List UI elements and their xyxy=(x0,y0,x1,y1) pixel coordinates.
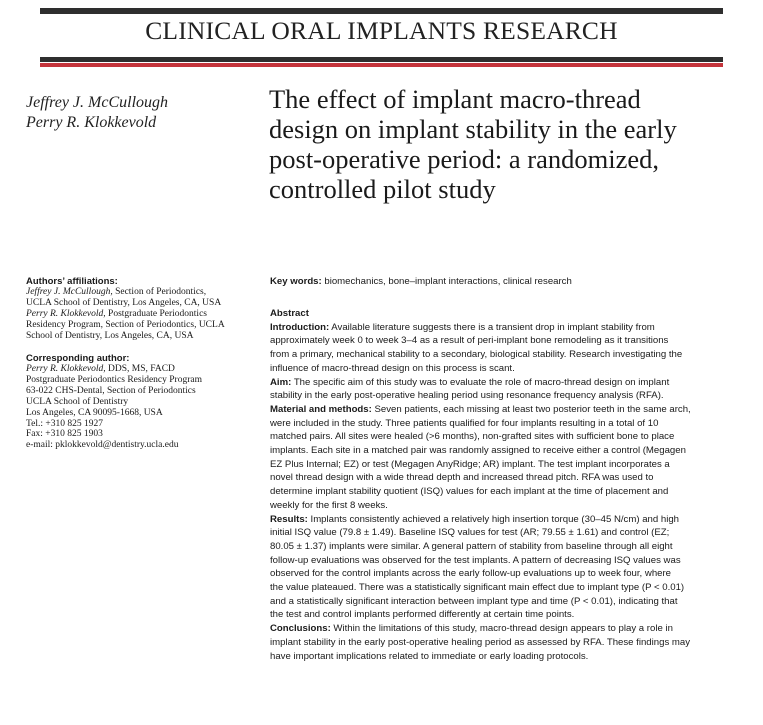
abstract-text: follow-up evaluations was observed for the test implants. A pattern of decreasing ISQ values was xyxy=(270,554,681,566)
corresponding-line: Postgraduate Periodontics Residency Program xyxy=(26,374,202,385)
author-name: Jeffrey J. McCullough xyxy=(26,94,169,111)
abstract-body xyxy=(270,321,760,664)
abstract-text: from a primary, mechanical stability to a secondary, biological stability. Research investigating the xyxy=(270,349,683,361)
abstract-line xyxy=(270,362,760,376)
abstract-text: implant stability in the early post-operative healing period as assessed by RFA. These findings may xyxy=(270,636,691,648)
abstract-section-label: Results: xyxy=(270,513,308,525)
keywords-label: Key words: xyxy=(270,276,322,287)
abstract-text: observed for the control implants across the early follow-up evaluations up to week four, where xyxy=(270,568,672,580)
abstract-text: implants. Each site in a matched pair was randomly assigned to receive either a control (Megagen xyxy=(270,445,686,457)
abstract-line xyxy=(270,485,760,499)
header-rule-bottom xyxy=(40,57,723,62)
header-accent-rule xyxy=(40,63,723,67)
abstract-line xyxy=(270,622,760,636)
abstract-text: novel thread design with a wide thread depth and increased thread pitch. RFA was used to xyxy=(270,472,654,484)
abstract-line xyxy=(270,650,760,664)
corresponding-author-block xyxy=(26,353,262,451)
article-title xyxy=(269,84,749,204)
abstract-text: 80.05 ± 1.37) implants were similar. A general pattern of stability from baseline through all eight xyxy=(270,540,673,552)
abstract-text: matched pairs. All sites were healed (>6 months), non-grafted sites with sufficient bone to place xyxy=(270,431,675,443)
abstract-text: Available literature suggests there is a transient drop in implant stability from xyxy=(329,321,655,333)
abstract-line xyxy=(270,554,760,568)
affiliations-block xyxy=(26,276,262,342)
abstract-text: Seven patients, each missing at least two posterior teeth in the same arch, xyxy=(371,403,691,415)
abstract-line xyxy=(270,348,760,362)
abstract-line xyxy=(270,526,760,540)
affiliations-heading: Authors’ affiliations: xyxy=(26,276,118,287)
abstract-text: influence of macro-thread design on this process is scant. xyxy=(270,362,515,374)
header-rule-top xyxy=(40,8,723,14)
journal-name: CLINICAL ORAL IMPLANTS RESEARCH xyxy=(145,16,618,45)
author-list xyxy=(26,93,168,133)
keywords xyxy=(270,276,572,287)
abstract-text: determine implant stability quotient (ISQ) values for each implant at the time of placement and xyxy=(270,486,669,498)
title-line: post-operative period: a randomized, xyxy=(269,144,659,174)
abstract-section-label: Aim: xyxy=(270,376,292,388)
abstract-text: and a statistically significant interaction between implant type and time (P < 0.01), indicating that xyxy=(270,595,678,607)
keywords-text: biomechanics, bone–implant interactions, clinical research xyxy=(321,276,572,287)
abstract-line xyxy=(270,567,760,581)
abstract-line xyxy=(270,471,760,485)
corresponding-line: Tel.: +310 825 1927 xyxy=(26,418,103,429)
abstract-line xyxy=(270,513,760,527)
corresponding-line: Fax: +310 825 1903 xyxy=(26,429,103,440)
abstract-line xyxy=(270,595,760,609)
corresponding-line: UCLA School of Dentistry xyxy=(26,396,129,407)
abstract-text: EZ Plus Internal; EZ) or test (Megagen AnyRidge; AR) implant. The test implant incorporates a xyxy=(270,458,670,470)
abstract-line xyxy=(270,581,760,595)
abstract-line xyxy=(270,403,760,417)
corresponding-heading: Corresponding author: xyxy=(26,353,130,364)
abstract-line xyxy=(270,458,760,472)
abstract xyxy=(270,307,760,663)
abstract-line xyxy=(270,636,760,650)
abstract-text: Implants consistently achieved a relatively high insertion torque (30–45 N/cm) and high xyxy=(307,513,680,525)
abstract-line xyxy=(270,389,760,403)
affiliation-line: Residency Program, Section of Periodontics, UCLA xyxy=(26,319,225,330)
corresponding-line: Perry R. Klokkevold, DDS, MS, FACD xyxy=(26,364,175,374)
abstract-text: have important implications related to immediate or early loading protocols. xyxy=(270,650,589,662)
abstract-text: The specific aim of this study was to evaluate the role of macro-thread design on implant xyxy=(291,376,670,388)
affiliation-line: Perry R. Klokkevold, Postgraduate Periodontics xyxy=(26,308,207,319)
title-line: The effect of implant macro-thread xyxy=(269,84,641,114)
abstract-section-label: Introduction: xyxy=(270,321,330,333)
abstract-text: stability in the early post-operative healing period using resonance frequency analysis (RFA). xyxy=(270,390,664,402)
abstract-section-label: Material and methods: xyxy=(270,403,372,415)
title-line: controlled pilot study xyxy=(269,174,496,204)
abstract-line xyxy=(270,417,760,431)
abstract-line xyxy=(270,540,760,554)
abstract-line xyxy=(270,321,760,335)
abstract-text: weekly for the first 8 weeks. xyxy=(270,499,388,511)
title-line: design on implant stability in the early xyxy=(269,114,677,144)
abstract-text: Within the limitations of this study, macro-thread design appears to play a role in xyxy=(330,623,673,635)
affiliation-line: Jeffrey J. McCullough, Section of Periodontics, xyxy=(26,287,207,297)
abstract-line xyxy=(270,608,760,622)
abstract-text: initial ISQ value (79.8 ± 1.49). Baseline ISQ values for test (AR; 79.55 ± 1.61) and control (EZ; xyxy=(270,527,670,539)
abstract-line xyxy=(270,376,760,390)
abstract-line xyxy=(270,499,760,513)
affiliation-line: UCLA School of Dentistry, Los Angeles, CA, USA xyxy=(26,297,222,308)
abstract-section-label: Conclusions: xyxy=(270,623,331,635)
abstract-heading: Abstract xyxy=(270,308,309,319)
author-name: Perry R. Klokkevold xyxy=(26,114,157,131)
abstract-line xyxy=(270,430,760,444)
abstract-line xyxy=(270,334,760,348)
abstract-line xyxy=(270,444,760,458)
corresponding-line: 63-022 CHS-Dental, Section of Periodontics xyxy=(26,385,196,396)
abstract-text: were included in the study. Three patients qualified for four implants resulting in a total of 10 xyxy=(270,417,659,429)
corresponding-line: Los Angeles, CA 90095-1668, USA xyxy=(26,407,163,418)
abstract-text: approximately week 0 to week 3–4 as a result of peri-implant bone remodeling as it transitions xyxy=(270,335,669,347)
affiliation-line: School of Dentistry, Los Angeles, CA, USA xyxy=(26,330,194,341)
abstract-text: the value plateaued. There was a statistically significant main effect due to implant type (P < 0.01) xyxy=(270,582,685,594)
corresponding-email[interactable]: e-mail: pklokkevold@dentistry.ucla.edu xyxy=(26,440,179,451)
abstract-text: the test and control implants performed differently at certain time points. xyxy=(270,609,575,621)
